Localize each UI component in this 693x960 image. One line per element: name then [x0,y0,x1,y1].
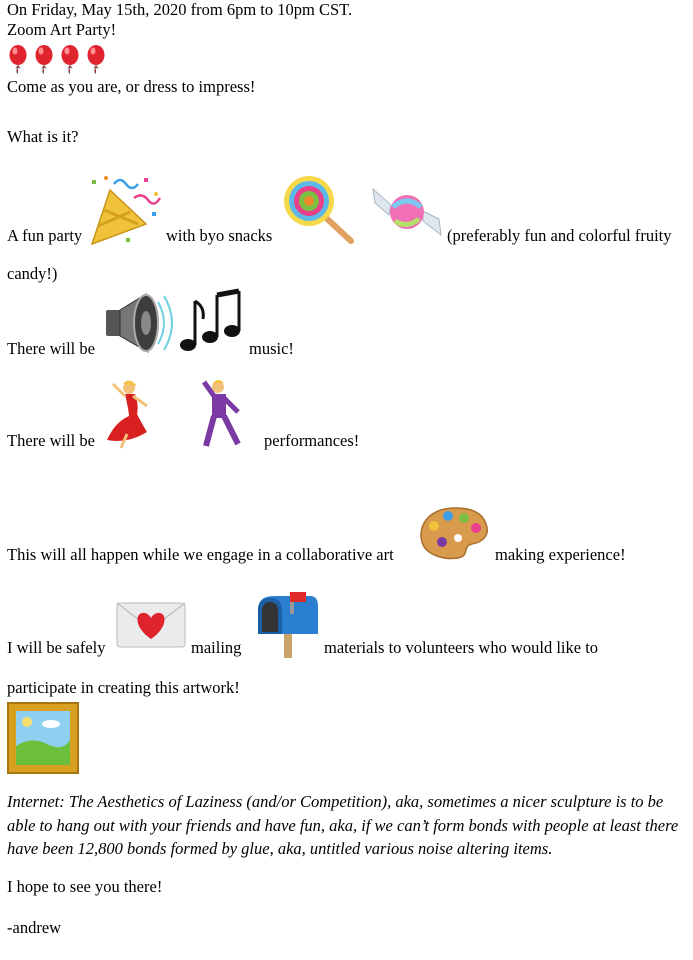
mailing-text-c: materials to volunteers who would like to [324,638,599,657]
event-date-line: On Friday, May 15th, 2020 from 6pm to 10pm CST. [7,0,353,19]
lollipop-icon [283,175,355,245]
candy-text-continued: candy!) [7,264,58,283]
mailing-text-b: mailing [191,638,242,657]
balloon-row [7,45,113,75]
fruity-candy-text: (preferably fun and colorful fruity [447,226,672,245]
palette-icon [418,504,492,562]
performances-text-b: performances! [264,431,360,450]
dancer-woman-icon [103,378,163,450]
balloon-icon [36,45,53,74]
party-popper-icon [86,172,162,248]
event-title: Zoom Art Party! [7,20,117,39]
balloon-icon [88,45,105,74]
music-notes-icon [176,287,246,357]
dancer-man-icon [198,378,250,450]
signature: -andrew [7,918,62,937]
love-letter-icon [115,599,187,651]
framed-picture-icon [7,702,79,774]
dress-code-line: Come as you are, or dress to impress! [7,77,256,96]
what-is-it-heading: What is it? [7,127,79,146]
mailing-text-d: participate in creating this artwork! [7,678,240,697]
collab-art-text-a: This will all happen while we engage in a collaborative art [7,545,394,564]
artwork-description: Internet: The Aesthetics of Laziness (and/or Competition), aka, sometimes a nicer sculpture is to be able to hang out with your friends and have fun, aka, if we can’t form bonds with people at least there have been 12,800 bonds formed by glue, aka, untitled various noise altering items. [7,792,679,858]
collab-art-text-b: making experience! [495,545,626,564]
byo-snacks-text: with byo snacks [166,226,273,245]
candy-icon [371,183,443,241]
fun-party-text: A fun party [7,226,83,245]
mailing-text-a: I will be safely [7,638,106,657]
music-text-a: There will be [7,339,95,358]
balloon-icon [10,45,27,74]
mailbox-icon [250,592,320,660]
balloon-icon [62,45,79,74]
speaker-icon [102,288,174,358]
performances-text-a: There will be [7,431,95,450]
closing-line: I hope to see you there! [7,877,163,896]
music-text-b: music! [249,339,294,358]
